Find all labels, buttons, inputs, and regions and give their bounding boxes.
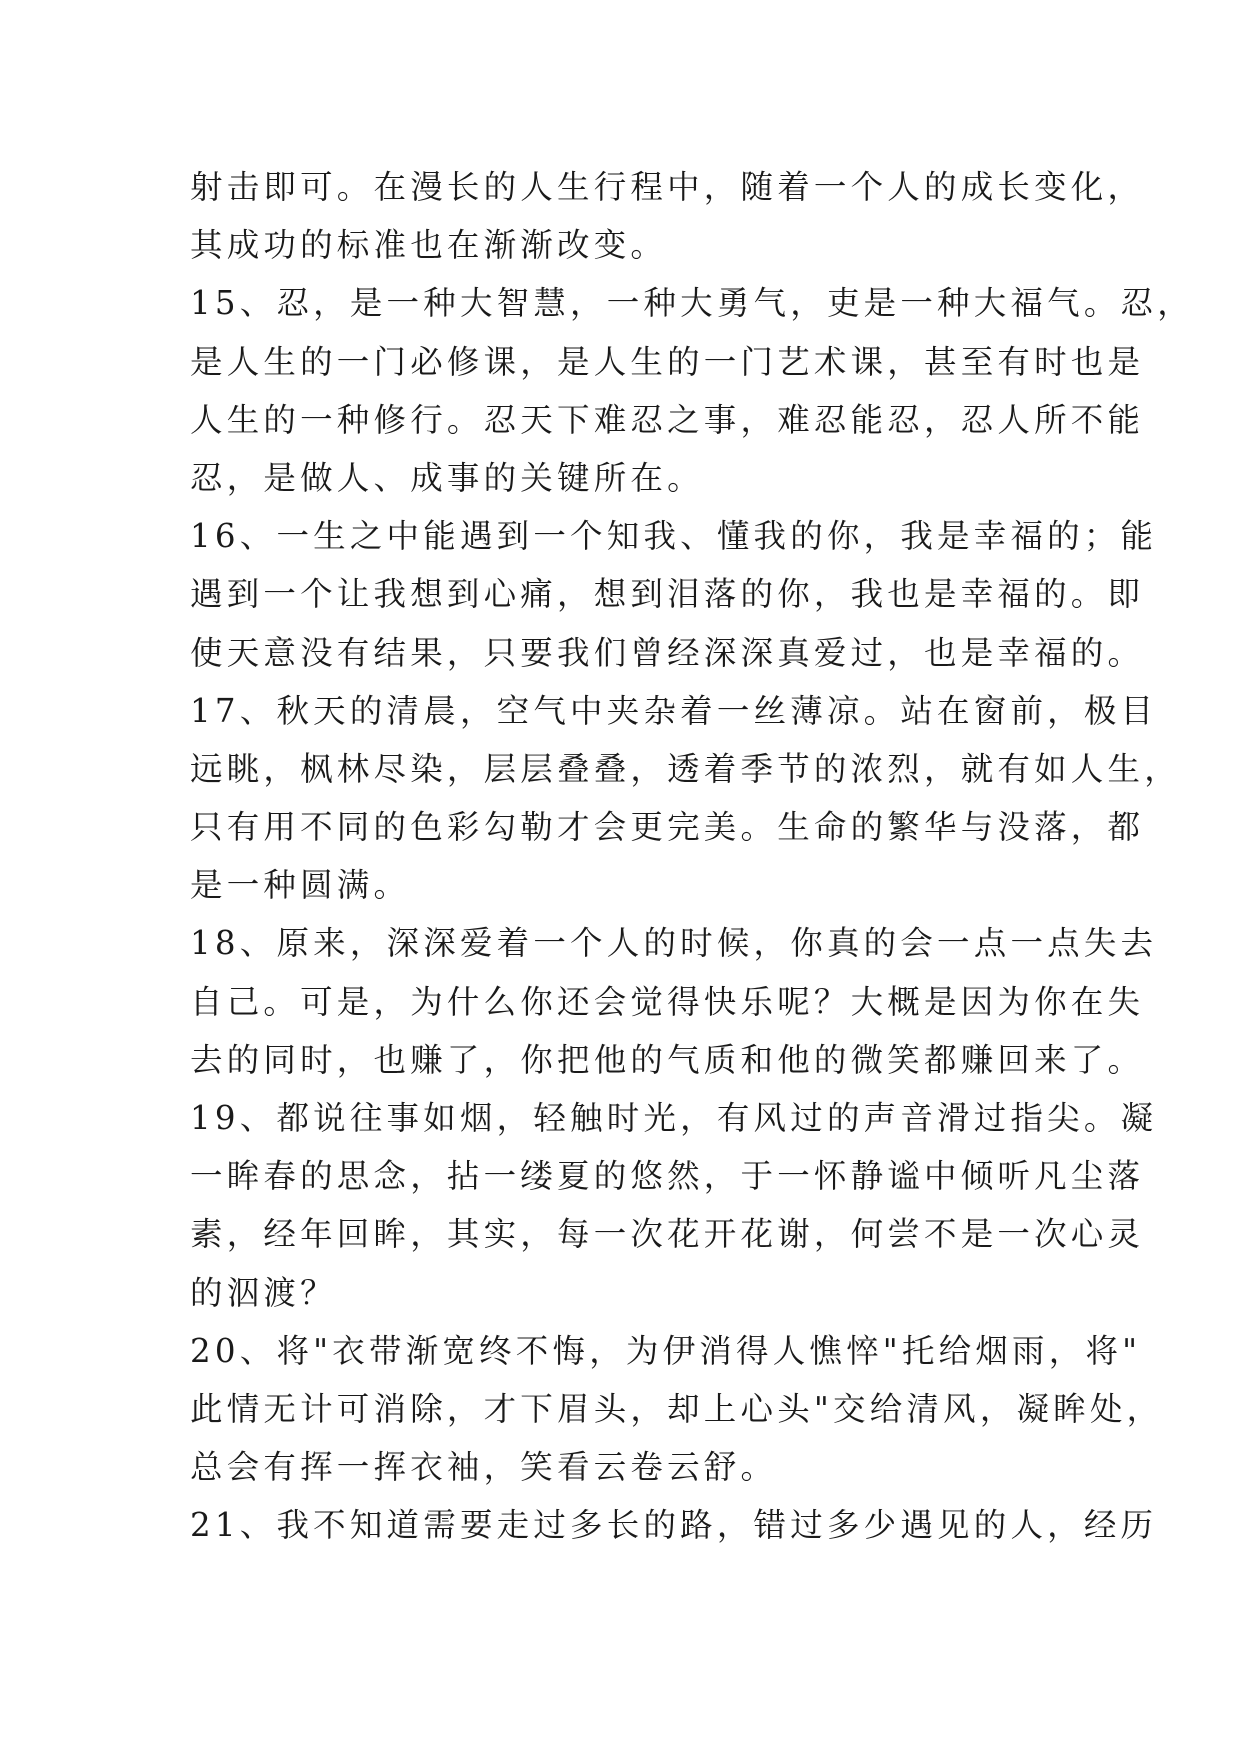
- text-line-12: 只有用不同的色彩勾勒才会更完美。生命的繁华与没落，都: [190, 808, 1145, 847]
- body-text: [190, 158, 1194, 1555]
- text-line-5: 人生的一种修行。忍天下难忍之事，难忍能忍，忍人所不能: [190, 400, 1145, 439]
- text-line-14: 18、原来，深深爱着一个人的时候，你真的会一点一点失去: [190, 924, 1158, 963]
- text-line-9: 使天意没有结果，只要我们曾经深深真爱过，也是幸福的。: [190, 633, 1145, 672]
- text-line-13: 是一种圆满。: [190, 866, 411, 905]
- text-line-2: 其成功的标准也在渐渐改变。: [190, 226, 668, 265]
- text-line-10: 17、秋天的清晨，空气中夹杂着一丝薄凉。站在窗前，极目: [190, 691, 1158, 730]
- text-line-20: 的泅渡？: [190, 1273, 337, 1312]
- text-line-6: 忍，是做人、成事的关键所在。: [190, 458, 704, 497]
- text-line-3: 15、忍，是一种大智慧，一种大勇气，吏是一种大福气。忍，: [190, 284, 1194, 323]
- text-line-7: 16、一生之中能遇到一个知我、懂我的你，我是幸福的；能: [190, 517, 1158, 556]
- text-line-21: 20、将"衣带渐宽终不悔，为伊消得人憔悴"托给烟雨，将": [190, 1331, 1142, 1370]
- text-line-11: 远眺，枫林尽染，层层叠叠，透着季节的浓烈，就有如人生，: [190, 749, 1181, 788]
- text-line-17: 19、都说往事如烟，轻触时光，有风过的声音滑过指尖。凝: [190, 1099, 1158, 1137]
- text-line-18: 一眸春的思念，拈一缕夏的悠然，于一怀静谧中倾听凡尘落: [190, 1157, 1145, 1196]
- text-line-16: 去的同时，也赚了，你把他的气质和他的微笑都赚回来了。: [190, 1040, 1145, 1079]
- text-line-23: 总会有挥一挥衣袖，笑看云卷云舒。: [190, 1448, 778, 1487]
- text-line-1: 射击即可。在漫长的人生行程中，随着一个人的成长变化，: [190, 168, 1145, 206]
- text-line-24: 21、我不知道需要走过多长的路，错过多少遇见的人，经历: [190, 1506, 1158, 1545]
- text-line-22: 此情无计可消除，才下眉头，却上心头"交给清风，凝眸处，: [190, 1389, 1164, 1428]
- text-line-15: 自己。可是，为什么你还会觉得快乐呢？大概是因为你在失: [190, 982, 1145, 1021]
- text-line-4: 是人生的一门必修课，是人生的一门艺术课，甚至有时也是: [190, 342, 1145, 381]
- text-line-19: 素，经年回眸，其实，每一次花开花谢，何尝不是一次心灵: [190, 1215, 1145, 1254]
- text-line-8: 遇到一个让我想到心痛，想到泪落的你，我也是幸福的。即: [190, 575, 1145, 614]
